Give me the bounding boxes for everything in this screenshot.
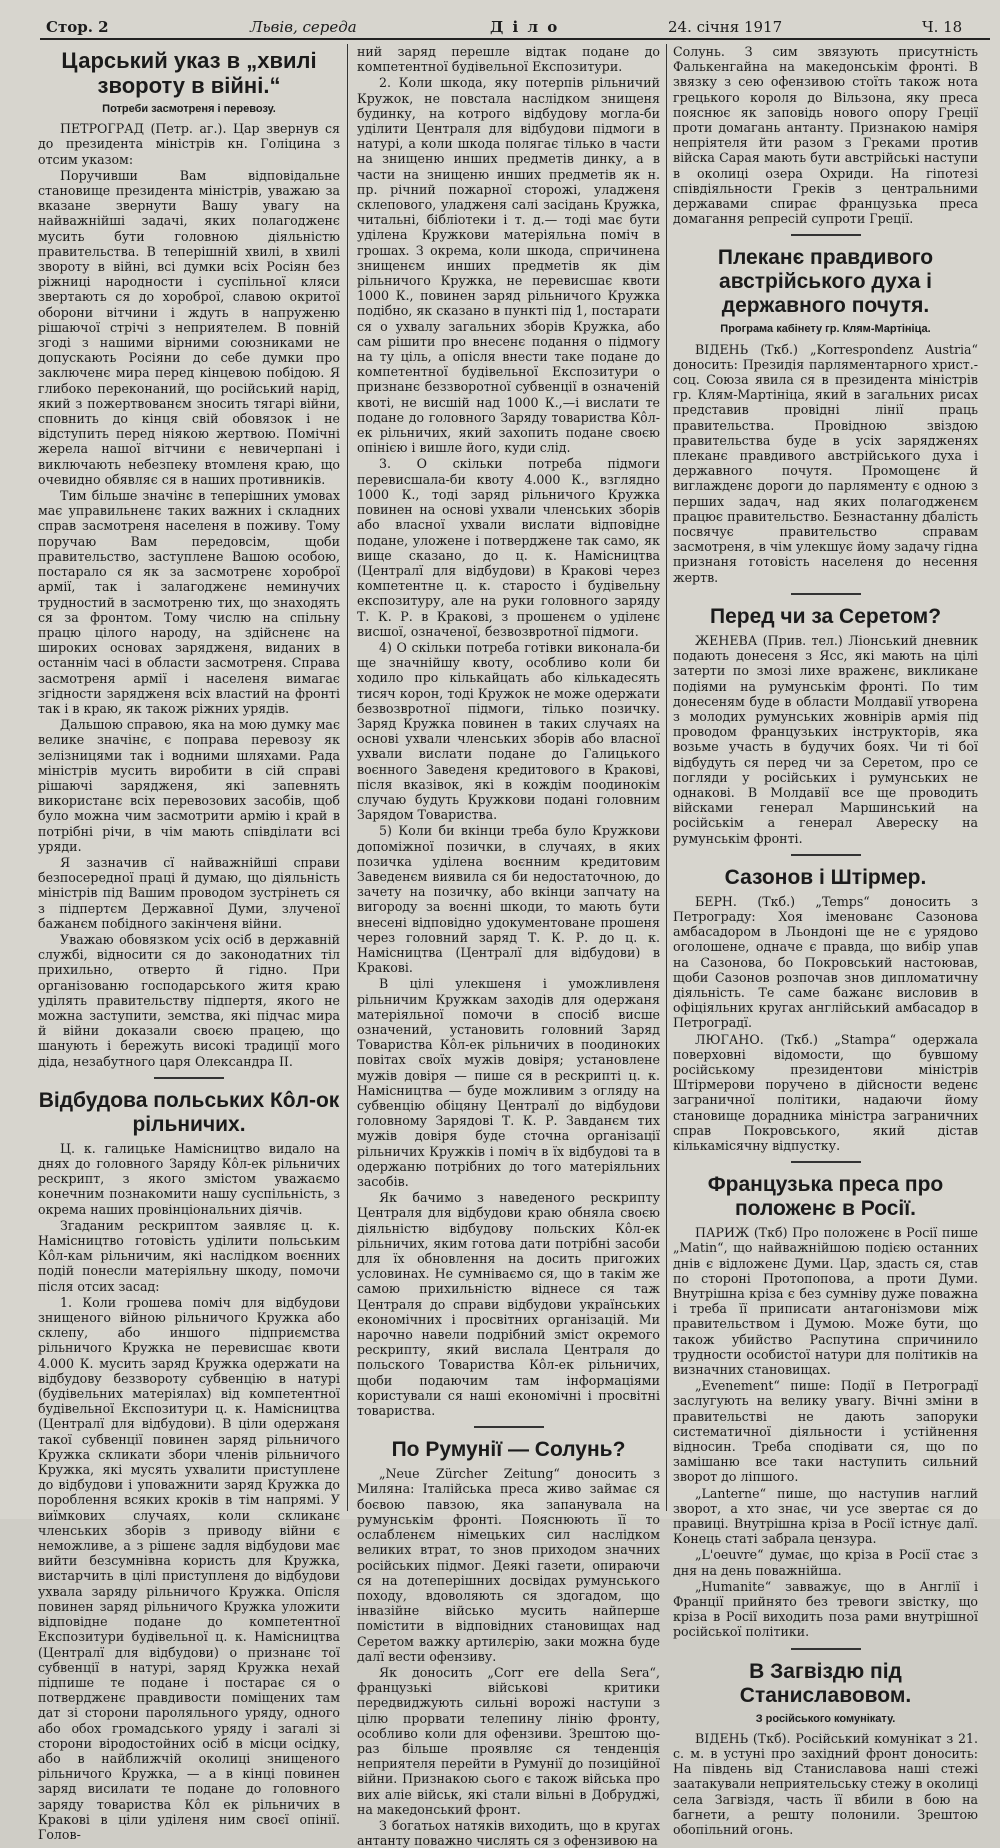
- masthead: [40, 14, 990, 40]
- separator: [791, 1648, 861, 1650]
- page-number: Стор. 2: [46, 18, 109, 36]
- paragraph: БЕРН. (Ткб.) „Temps“ доносить з Петрограду: Хоя іменованє Сазонова амбасадором в Льондоні ще не є урядово оголошене, одначе є правда, що вибір упав на Сазонова, бо Покровський настоював, щоби Сазонов розпочав знов дипломатичну діяльність. Те саме бажанє висловив в офіціяльних кругах англійський амбасадор в Петроградї.: [673, 893, 978, 1031]
- paper-name: Д і л о: [490, 18, 560, 36]
- separator: [791, 593, 861, 595]
- column-rule: [347, 44, 348, 1511]
- paragraph: ПАРИЖ (Ткб) Про положенє в Росії пише „Matin“, що найважнійшою подією останних днів є відложенє Думи. Цар, здасть ся, став по стороні Протопопова, а проти Думи. Внутрішна кріза є без сумніву дуже поважна і треба її приписати антагонізмови між правительством і Думою. Може бути, що також убийство Распутина спричинило трудности особистої натури для політиків на визначних становищах.: [673, 1225, 978, 1378]
- subheadline: Програма кабінету гр. Клям-Мартініца.: [720, 323, 931, 336]
- paragraph: „Humanite“ завважує, що в Англії і Франції прийнято без тревоги звістку, що кріза в Росії виходить поза рами внутрішної російської політики.: [673, 1578, 978, 1640]
- paragraph: ПЕТРОГРАД (Петр. аг.). Цар звернув ся до президента міністрів кн. Голіцина з отсим указом:: [38, 121, 340, 167]
- paragraph: Уважаю обовязком усіх осіб в державній службі, відносити ся до законодатних тіл прихильно, отверто й гідно. При організованю господарського житя краю уділять правительству підпертя, якого не можна заступити, земства, які підчас мира й війни доказали своєю працею, що шанують і бережуть високі традиції мого діда, незабутного царя Олександра II.: [38, 931, 340, 1069]
- issue-date: 24. січня 1917: [668, 18, 783, 36]
- paragraph: ний заряд перешле відтак подане до компетентної будівельної Експозитури.: [357, 44, 660, 75]
- paragraph: Солунь. З сим звязують присутність Фалькенгайна на македонськім фронті. В звязку з сею офензивою стоїть також нота грецького короля до Вільзона, яку преса пояснює як заповідь нового опору Греції проти домагань антанту. Признакою наміря непріятеля йти разом з Греками против війска Сарая мають бути австрійські наступи в околиці озера Охриди. На гіпотезі співдіяльности Греків з центральними державами спирає французька преса домагання репресій супроти Греції.: [673, 44, 978, 227]
- separator: [474, 1426, 544, 1428]
- paragraph: „Neue Zürcher Zeitung“ доносить з Миляна: Італійська преса живо займає ся боєвою павзою, яка запанувала на румунськім фронті. Пояснюють її то ослабленєм німецьких сил наслідком великих втрат, то знов приходом значних російських підмог. Деякі газети, опираючи ся на дотеперішних досвідах румунського походу, вдоволяють ся здогадом, що інвазійне військо мусить найперше помістити в відповідних становищах над Серетом важку артилєрію, заки можна буде далї вести офензиву.: [357, 1466, 660, 1664]
- separator: [791, 234, 861, 236]
- column-2: [357, 44, 660, 1848]
- paragraph: Поручивши Вам відповідальне становище президента міністрів, уважаю за вказане звернути Вашу увагу на найважнійші задачі, яких полагодженє мусить бути головною діяльністю правительства. В теперішній хвилі, в хвилі звороту в війні, всі думки всіх Росіян без ріжниці народности і суспільної кляси звертають ся до хороброї, славою окритої оборони вітчини і ждуть в напруженю рішаючої стрічі з неприятелем. В повній згоді з нашими вірними союзниками не допускають Росіяни до себе думки про заключенє мира перед кінцевою побідою. Я глибоко переконаний, що російський нарід, який з пожертвованєм зносить тягарі війни, сповнить до кінця свій обовязок і не відступить перед ніякою жертвою. Помічні жерела нашої вітчини є невичерпані і виключають небезпеку втомленя краю, що очевидно обявляє ся в наших противників.: [38, 167, 340, 487]
- place-day: Львів, середа: [250, 18, 357, 36]
- paragraph: 3. О скільки потреба підмоги перевисшала-би квоту 4.000 К., взглядно 1000 К., тоді заряд рільничого Кружка повинен на основі ухвали членських зборів або власної ухвали вислати відповідне подане, уложене і потверджене так само, як вище сказано, до ц. к. Намісництва (Централї для відбудови) в Кракові через компетентне ц. к. старосто і будівельну експозитуру, але на руки головного заряду Т. К. Р. в Кракові, з прошенєм о уділенє висшої, означеної, безвозвротної підмоги.: [357, 456, 660, 639]
- headline-austrian-spirit: Плеканє правдивого австрійського духа і державного почутя.: [717, 246, 934, 318]
- paragraph: Як бачимо з наведеного рескрипту Централя для відбудови краю обняла своєю діяльністю відбудову польских Кôл-ек рільничих, яким готова дати потрібні засоби для їх обновлення на досить пригожих условинах. Не сумніваємо ся, що в такім же самою прихильністю віднесе ся таж Централя до справи відбудови українських економічних і просвітних організацій. Ми нарочно навели подрібний зміст окремого рескрипту, який вислала Централя до польского Товариства Кôл-ек рільничих, щоби подаючим там інформаціями користували ся наші економічні і просвітні товариства.: [357, 1190, 660, 1419]
- subheadline: З російського комунікату.: [755, 1712, 896, 1725]
- separator: [791, 854, 861, 856]
- paragraph: ВІДЕНЬ (Ткб.) „Korrespondenz Austria“ доносить: Президія парляментарного христ.-соц. Союза явила ся в президента міністрів гр. Клям-Мартініца, який в загальних рисах представив провідні лінії праць правительства. Провідною звіздою правительства буде в усіх зарядженях плеканє правдивого австрійського духа і державного почутя. Промощенє й виглажденє дороги до парляменту є одною з перших задач, над яких полагодженєм працює правительство. Безнастанну дбалість посвячує правительство справам засмотреня, в чім улекшує йому задачу гідна признаня готовість населеня до несення жертв.: [673, 341, 978, 585]
- headline-sazonov-sturmer: Сазонов і Штірмер.: [724, 865, 927, 889]
- paragraph: Як доносить „Corr ere della Sera“, французькі військові критики передвиджують сильні ворожі наступи з цілю прорвати телепину лінію фронту, особливо коли для офензиви. Зрештою що-раз більше проявляє ся тенденція неприятеля перейти в Румунії до позиційної війни. Признакою сього є також війська про вих аліе військ, які стали вільні в Добруджі, на македонський фронт.: [357, 1664, 660, 1817]
- paragraph: 5) Коли би вкінци треба було Кружкови допоміжної позички, в случаях, в яких позичка уділена воєнним кредитовим Заведенєм виявила ся би недостаточною, до зачету на позичку, або вкінци запчату на вигороду за воєнні шкоди, то мають бути внесені відповідно удокументоване прошеня через головний заряд Т. К. Р. до ц. к. Намісництва (Централї для відбудови) в Кракові.: [357, 823, 660, 976]
- paragraph: В цілі улекшеня і уможливленя рільничим Кружкам заходів для одержаня матеріяльної помочи в спосіб висше означений, установить головний Заряд Товариства Кôл-ек рільничих в поодиноких повітах своїх мужів довіря; установлене мужів довіря — пише ся в рескрипті ц. к. Намісництва — буде можливим з огляду на субвенцію обіцяну Централї до відбудови головному Зарядові Т. К. Р. Завданєм тих мужів довіря буде сточна організації рільничих Кружків і поміч в їх відбудові та в одержаню потрібних до того матеріяльних засобів.: [357, 976, 660, 1190]
- paragraph: 2. Коли шкода, яку потерпів рільничий Кружок, не повстала наслідком знищеня будинку, на котрого відбудову могла-би уділити Централя для відбудови підмоги в натурі, а коли шкода полягає тілько в части на знищеню инших предметів динку, а в части на знищеню инших предметів як н. пр. річний пожарної сторожі, уладженя склепового, уладженя салі засідань Кружка, читальні, бібліотеки і т. д.— тоді має бути уділена Кружкови матеріяльна поміч в грошах. З окрема, коли шкода, спричинена знищенєм инших предметів як дім рільничого Кружка, не перевисшає квоти 1000 К., повинен заряд рільничого Кружка подібно, як сказано в пункті під 1, постарати ся о ухвалу загальних зборів Кружка, або сам рішити про внесенє подання о підмогу на ту ціль, а опісля внести таке подане до компетентної будівельної Експозитури о признанє беззворотної субвенції в означеній квоті, не висшій над 1000 К.,—і вислати те подане до головного Заряду товариства Кôл-ек рільничих, який захопить подане своєю опінією і вишле його, куди слід.: [357, 75, 660, 456]
- paragraph: Тим більше значінє в теперішних умовах має управильненє таких важних і складних справ засмотреня населеня в поживу. Тому поручаю Вам передовсім, щоби правительство, заступлене Вашою особою, постарало ся як за засмотренє хороброї армії, так і залагодженє неминучих трудностий в засмотреню тих, що знаходять ся за фронтом. Тому числю на спільну працю цілого народу, на здійсненє на широких основах зарядженя, виданих в останнім часі в области засмотреня. Справа засмотреня армії і населеня вимагає згідности зарядженя всіх властий на фронті так і в краю, як також ріжних урядів.: [38, 488, 340, 716]
- paragraph: „Lanterne“ пише, що наступив наглий зворот, а хто знає, чи усе звертає ся до правиці. Внутрішна кріза в Росії істнує далї. Конець статі забрала цензура.: [673, 1485, 978, 1547]
- paragraph: „L'oeuvre“ думає, що кріза в Росії стає з дня на день поважнійша.: [673, 1547, 978, 1578]
- column-3: [673, 44, 978, 1838]
- headline-polish-kolka: Відбудова польських Кôл-ок рільничих.: [38, 1088, 340, 1136]
- headline-zahvizdia: В Загвіздю під Станиславовом.: [739, 1659, 912, 1707]
- paragraph: ЖЕНЕВА (Прив. тел.) Ліонський дневник подають донесеня з Ясс, які мають на цілі затерти по змозі лихе враженє, викликане подіями на румунськім фронті. По тим донесеням буде в области Молдавії утворена з молодих румунських жовнірів армія під проводом французьких інструкторів, яка возьме участь в будучих боях. Чи ті бої відбудуть ся перед чи за Серетом, про се погляди у російських і румунських не однакові. В Молдавії все ще проводить війсками генерал Маршинський на російськім а генерал Авереску на румунськім фронті.: [673, 632, 978, 846]
- paragraph: Згаданим рескриптом заявляє ц. к. Намісництво готовість уділити польським Кôл-кам рільничим, які наслідком воєнних подій понесли матеріяльну шкоду, помочи після отсих засад:: [38, 1217, 340, 1294]
- subheadline: Потреби засмотреня і перевозу.: [102, 103, 276, 115]
- paragraph: 1. Коли грошева поміч для відбудови знищеного війною рільничого Кружка або склепу, або иншого підприємства рільничого Кружка не перевисшає квоти 4.000 К. мусить заряд Кружка одержати на відбудову беззвороту субвенцію в натурі (будівельних матеріялах) від компетентної будівельної Експозитури ц. к. Намісництва (Централї для відбудови). В ціли одержаня такої субвенції повинен заряд рільничого Кружка скликати збори членів рільничого Кружка, які мусять ухвалити приступлене до відбудови і уповажнити заряд Кружка до пороблення всяких кроків в тім напрямі. У виїмкових случаях, коли скликанє членських зборів з приводу війни є неможливе, а з рішенє задля відбудови має вийти безсумнівна користь для Кружка, вистарчить в цілі приступленя до відбудови ухвала заряду рільничого Кружка. Опісля повинен заряд рільничого Кружка уложити відповідне подане до компетентної Експозитури будівельної ц. к. Намісництва (Централї для відбудови) о признанє тої субвенції в натурі, заряд Кружка нехай підпише те подане і постарає ся о потвердженє правдивости поміщених там дат зі сторони пароляльного уряду, одного або обох громадського уряду і загалі зі сторони віродостойних осіб в місци осідку, або в найближчій околиці знищеного рільничого Кружка, — а в кінці повинен заряд висилати те подане до головного заряду товариства Кôл ек рільничих в Кракові в ціли уділеня ним своєї опінії. Голов-: [38, 1294, 340, 1842]
- separator: [791, 1161, 861, 1163]
- paragraph: Ц. к. галицьке Намісництво видало на днях до головного Заряду Кôл-ек рільничих рескрипт, з якого змістом уважаємо конечним познакомити нашу суспільність, з окрема наших провінціональних діячів.: [38, 1140, 340, 1217]
- paragraph: Дальшою справою, яка на мою думку має велике значінє, є поправа перевозу як зелізницями так і водними шляхами. Рада міністрів мусить виробити в сій справі рішаючі зарядженя, які запевнять використанє всіх перевозових засобів, щоб було можна чим засмотрити армію і край в потрібні річи, в чім мають співділати всі уряди.: [38, 717, 340, 854]
- paragraph: 4) О скільки потреба готівки виконала-би ще значнійшу квоту, особливо коли би ходило про кількайцать або кількадесять тисяч корон, тоді Кружок не може одержати безвозвротної підмоги, тілько позичку. Заряд Кружка повинен в таких случаях на основі ухвали членських зборів або власної ухвали вислати подане до Галицького воєнного Заведеня кредитового в Кракові, після вказівок, які в кождім поодинокім случаю будуть Кружкови подані головним Зарядом Товариства.: [357, 639, 660, 823]
- headline-tsar-decree: Царський указ в „хвилі звороту в війні.“: [61, 48, 317, 98]
- paragraph: З богатьох натяків виходить, що в кругах антанту поважно числять ся з офензивою на: [357, 1817, 660, 1848]
- issue-number: Ч. 18: [922, 18, 963, 36]
- paragraph: „Evenement“ пише: Події в Петроградї заслугують на велику увагу. Вічні зміни в правительстві не дають запоруки систематичної діяльности і устійнення відносин. Треба сподівати ся, що по замішаню все таки наступить сильний зворот до ліпшого.: [673, 1378, 978, 1485]
- paragraph: Я зазначив сї найважнійші справи безпосередної праці й думаю, що діяльність міністрів під Вашим проводом зустрінеть ся з підпертєм Державної Думи, злученої бажанєм побідного закінченя війни.: [38, 854, 340, 931]
- headline-french-press: Французька преса про положенє в Росії.: [707, 1173, 944, 1221]
- column-rule: [666, 44, 667, 1511]
- headline-seret: Перед чи за Серетом?: [709, 604, 942, 628]
- paragraph: ВІДЕНЬ (Ткб). Російський комунікат з 21. с. м. в устуні про західний фронт доносить: На південь від Станиславова наші стежі заатакували неприятельську стежу в околиці села Загвіздя, часть її вбили в бою на багнети, а решту полонили. Зрештою обопільний огонь.: [673, 1730, 978, 1838]
- headline-romania-salonika: По Румунії — Солунь?: [391, 1438, 626, 1462]
- column-1: [38, 44, 340, 1842]
- paragraph: ЛЮГАНО. (Ткб.) „Stampa“ одержала поверховні відомости, що бувшому російському президентови міністрів Штірмерови поручено в дійсности веденє заграничної політики, надаючи йому становище дорадника міністра заграничних справ Покровського, який дістав кількамісячну відпустку.: [673, 1031, 978, 1153]
- separator: [154, 1077, 224, 1079]
